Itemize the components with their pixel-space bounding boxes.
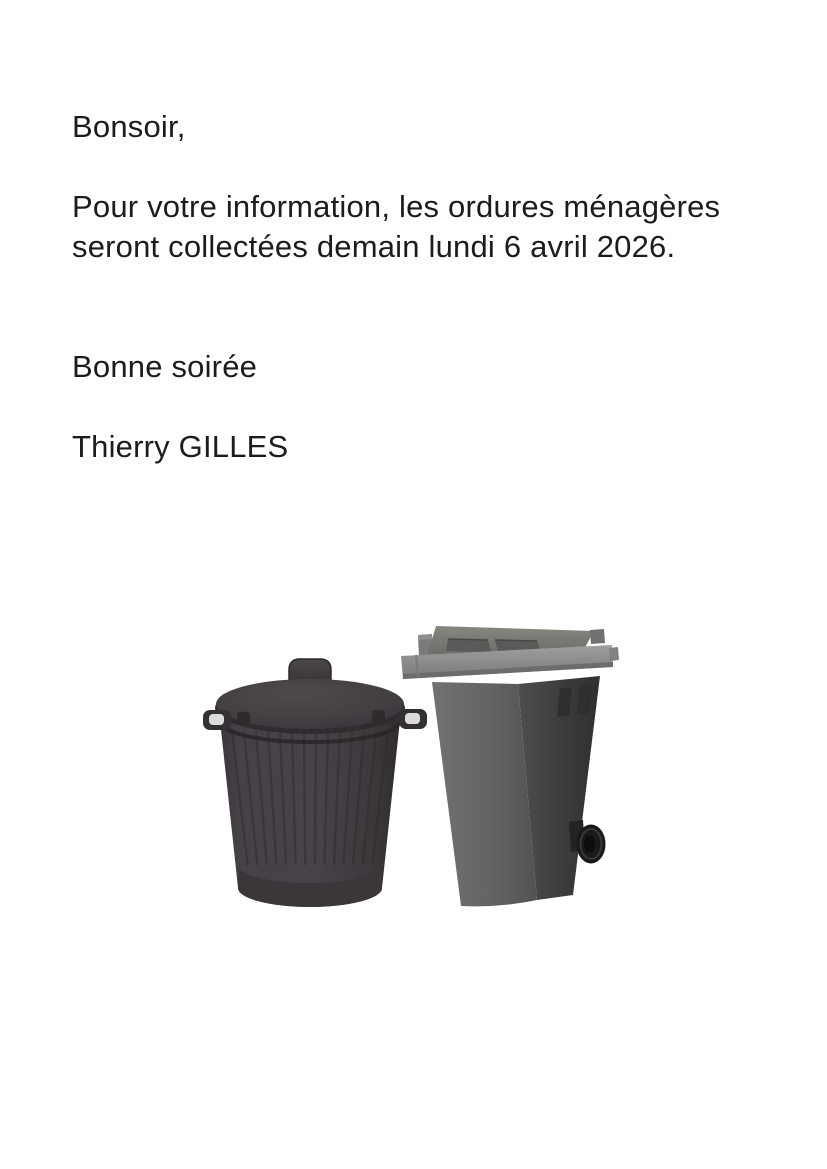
- lid-grip-recess-1: [446, 639, 491, 652]
- dustbin-handle-left: [203, 710, 231, 730]
- trash-bins-image: [185, 598, 645, 928]
- blank-line: [72, 147, 720, 187]
- message-line-1: Pour votre information, les ordures ménagères: [72, 189, 721, 224]
- blank-line: [72, 267, 720, 307]
- wheel: [577, 825, 606, 864]
- wheel-hub: [584, 836, 595, 853]
- dustbin-handle-right: [399, 709, 427, 729]
- dustbin-rim-clip-right: [372, 710, 385, 723]
- round-dustbin-illustration: [203, 659, 427, 907]
- dustbin-rim-clip-left: [237, 712, 250, 725]
- blank-line: [72, 307, 720, 347]
- wheeled-bin-illustration: [401, 626, 619, 906]
- message-line-2: seront collectées demain lundi 6 avril 2026.: [72, 229, 676, 264]
- blank-line: [72, 387, 720, 427]
- flange-right-nub: [609, 647, 619, 661]
- lid-hinge-knuckle-right: [590, 629, 605, 644]
- message-body: [72, 107, 720, 467]
- greeting-line: Bonsoir,: [72, 109, 186, 144]
- closing-line: Bonne soirée: [72, 349, 258, 384]
- bins-svg: [185, 598, 645, 928]
- lid-hinge-pin-cap: [418, 634, 432, 640]
- signature-line: Thierry GILLES: [72, 429, 289, 464]
